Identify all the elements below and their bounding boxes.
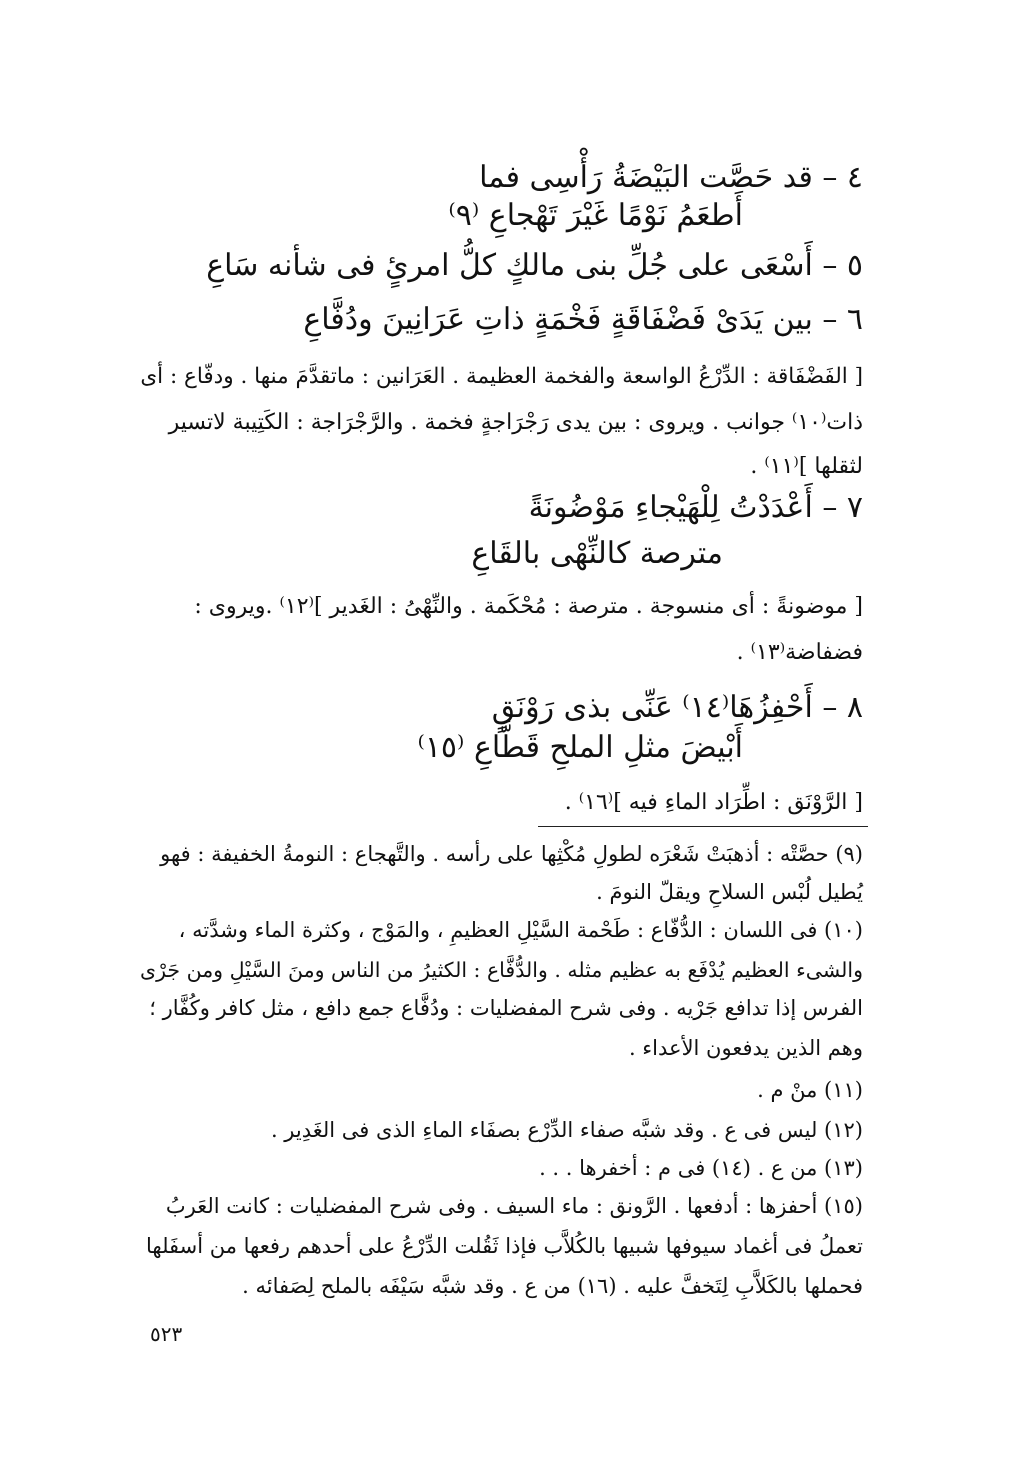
gloss-line: لثقلها ]⁽١١⁾ . [750, 454, 863, 479]
verse-6: ٦ – بين يَدَىْ فَضْفَاقَةٍ فَخْمَةٍ ذاتِ عَرَانِينَ ودُفَّاعِ [303, 302, 863, 337]
gloss-line: فضفاضة⁽١٣⁾ . [736, 640, 863, 665]
footnote-line: وهم الذين يدفعون الأعداء . [628, 1036, 863, 1060]
footnote-divider [538, 826, 868, 827]
footnote-line: تعملُ فى أغماد سيوفها شبيها بالكُلاَّب فإذا ثَقُلت الدِّرْعُ على أحدهم رفعها من أسفَلها [145, 1234, 863, 1258]
gloss-line: [ الفَضْفَاقة : الدِّرْعُ الواسعة والفخمة العظيمة . العَرَانين : ماتقدَّمَ منها . ودفّاع : أى [140, 364, 863, 389]
gloss-line: [ موضونةً : أى منسوجة . مترصة : مُحْكَمة . والنِّهْىُ : الغَدير ]⁽١٢⁾ .ويروى : [194, 594, 863, 619]
verse-4-line-1: ٤ – قد حَصَّت البَيْضَةُ رَأْسِى فما [479, 160, 863, 195]
footnote-line: الفرس إذا تدافع جَرْيه . وفى شرح المفضليات : ودُفَّاع جمع دافع ، مثل كافر وكُفَّار ؛ [149, 996, 863, 1020]
footnote-line: (٩) حصَّتْه : أذهبَتْ شَعْرَه لطولِ مُكْثِها على رأسه . والتَّهجاع : النومةُ الخفيفة : فهو [160, 842, 863, 866]
footnote-line: (١٠) فى اللسان : الدُّفّاع : طَحْمة السَّيْلِ العظيمِ ، والمَوْج ، وكثرة الماء وشدَّته ، [178, 918, 863, 942]
verse-7-line-2: مترصة كالنِّهْى بالقَاعِ [471, 536, 723, 571]
footnote-line: (١٢) ليس فى ع . وقد شبَّه صفاء الدِّرْع بصفَاء الماءِ الذى فى الغَدِير . [270, 1118, 863, 1142]
footnote-line: والشىء العظيم يُدْفَع به عظيم مثله . والدُّفَّاع : الكثيرُ من الناس ومنَ السَّيْلِ ومن جَرْى [140, 958, 863, 982]
verse-7-line-1: ٧ – أَعْدَدْتُ لِلْهَيْجاءِ مَوْضُونَةً [528, 490, 863, 525]
verse-8-line-2: أَبْيضَ مثلِ الملحِ قَطَّاعِ ⁽١٥⁾ [417, 730, 743, 765]
footnote-line: فحملها بالكَلاَّبِ لِتَخفَّ عليه . (١٦) من ع . وقد شبَّه سَيْفَه بالملح لِصَفائه . [242, 1274, 863, 1298]
footnote-line: (١٣) من ع . (١٤) فى م : أخفرها . . . [539, 1156, 863, 1180]
gloss-line: [ الرَّوْنَق : اطِّرَاد الماءِ فيه ]⁽١٦⁾ . [564, 790, 863, 815]
footnote-line: (١٥) أحفزها : أدفعها . الرَّونق : ماء السيف . وفى شرح المفضليات : كانت العَربُ [165, 1194, 863, 1218]
verse-4-line-2: أَطعَمُ نَوْمًا غَيْرَ تَهْجاعِ ⁽٩⁾ [448, 198, 743, 233]
verse-5: ٥ – أَسْعَى على جُلِّ بنى مالكٍ كلُّ امرئٍ فى شأنه سَاعِ [206, 248, 863, 283]
verse-8-line-1: ٨ – أَحْفِزُهَا⁽١٤⁾ عَنِّى بذى رَوْنَقٍ [491, 690, 863, 725]
footnote-line: (١١) منْ م . [757, 1078, 863, 1102]
page-number: ٥٢٣ [150, 1322, 183, 1346]
gloss-line: ذات⁽١٠⁾ جوانب . ويروى : بين يدى رَجْرَاجةٍ فخمة . والرَّجْرَاجة : الكَتِيبة لاتسير [168, 410, 863, 435]
footnote-line: يُطيل لُبْس السلاحِ ويقلّ النومَ . [596, 880, 863, 904]
